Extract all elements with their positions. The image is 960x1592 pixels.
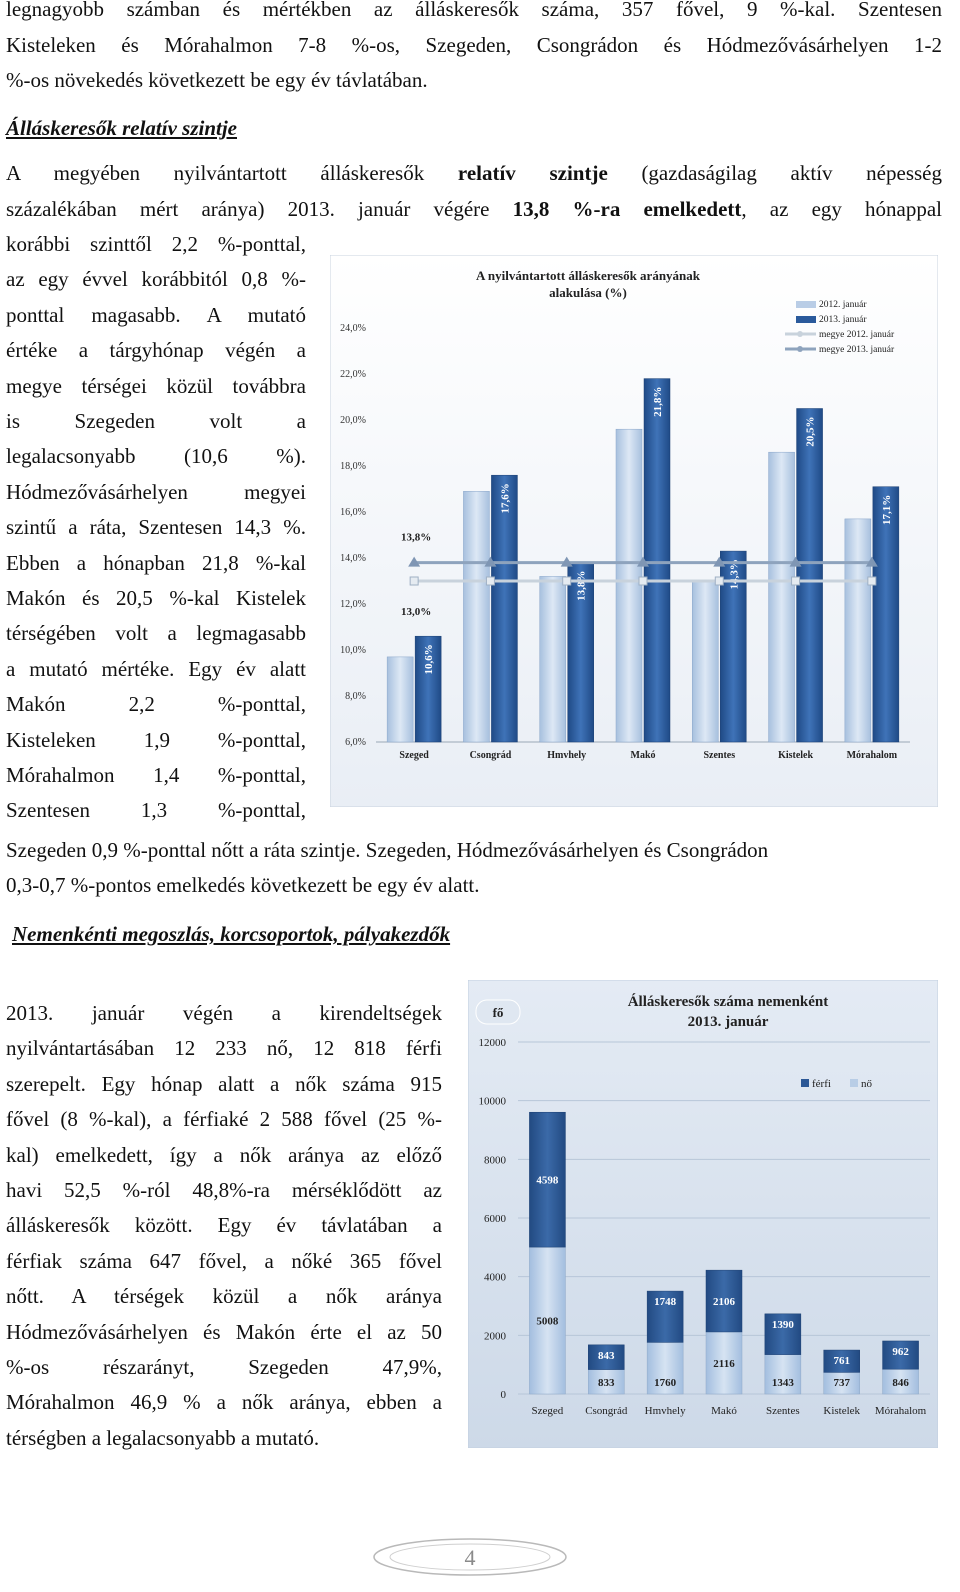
bar-value-label: 1390	[771, 1318, 794, 1331]
unit-label: fő	[492, 1005, 504, 1020]
bar-2012	[387, 657, 413, 742]
body-text-line: Hódmezővásárhelyen és Makón érte el az 50	[6, 1319, 442, 1344]
body-text-line: korábbi szinttől 2,2 %-ponttal,	[6, 232, 306, 256]
county-point-2012	[715, 577, 723, 585]
body-text-line: térségben a legalacsonyabb a mutató.	[6, 1425, 320, 1450]
county-label-2012: 13,0%	[401, 606, 432, 618]
county-point-2012	[868, 577, 876, 585]
body-text-line: is Szegeden volt a	[6, 409, 306, 433]
bar-value-label: 737	[833, 1377, 850, 1389]
x-tick-label: Mórahalom	[874, 1405, 927, 1417]
body-text-line: a mutató mértéke. Egy év alatt	[6, 656, 306, 681]
chart-title: 2013. január	[687, 1014, 769, 1030]
bar-value-label: 843	[598, 1349, 615, 1362]
bar-value-label: 1760	[654, 1377, 677, 1389]
x-tick-label: Kistelek	[778, 750, 814, 761]
y-tick-label: 4000	[484, 1271, 506, 1284]
x-tick-label: Mórahalom	[846, 750, 898, 761]
county-point-2012	[486, 577, 494, 585]
bar-value-label: 14,3%	[728, 559, 741, 590]
body-text-line: kal) emelkedett, így a nők aránya az előző	[6, 1142, 442, 1167]
body-text-line: legalacsonyabb (10,6 %).	[6, 444, 306, 469]
bar-value-label: 17,6%	[499, 483, 512, 514]
x-tick-label: Kistelek	[823, 1405, 861, 1417]
bar-2013	[644, 379, 670, 742]
y-tick-label: 10000	[478, 1095, 506, 1108]
y-tick-label: 6000	[484, 1213, 506, 1225]
body-text-line: Ebben a hónapban 21,8 %-kal	[6, 550, 306, 575]
y-tick-label: 22,0%	[340, 369, 366, 380]
bar-2012	[463, 491, 489, 742]
legend-swatch	[796, 316, 816, 323]
body-text-line: fővel (8 %-kal), a férfiaké 2 588 fővel (25 %-	[6, 1107, 442, 1132]
bar-2012	[845, 519, 871, 742]
body-text-line: százalékában mért aránya) 2013. január végére 13,8 %-ra emelkedett, az egy hónappal	[6, 197, 942, 221]
bar-value-label: 4598	[536, 1174, 559, 1187]
county-point-2012	[410, 577, 418, 585]
body-text-line: legnagyobb számban és mértékben az álláskeresők száma, 357 fővel, 9 %-kal. Szentesen	[6, 0, 942, 21]
bar-2012	[769, 452, 795, 742]
bar-value-label: 962	[892, 1345, 909, 1358]
bar-value-label: 2116	[713, 1357, 735, 1370]
chart-title: alakulása (%)	[549, 285, 627, 300]
body-text-line: A megyében nyilvántartott álláskeresők relatív szintje (gazdaságilag aktív népesség	[6, 161, 942, 185]
county-point-2012	[792, 577, 800, 585]
page-number-ornament	[370, 1535, 570, 1579]
y-tick-label: 16,0%	[340, 507, 366, 518]
body-text-line: Mórahalmon 1,4 %-ponttal,	[6, 763, 306, 787]
county-point-2012	[639, 577, 647, 585]
chart-title: A nyilvántartott álláskeresők arányának	[475, 268, 701, 283]
bar-value-label: 833	[598, 1377, 615, 1389]
body-text-line: 2013. január végén a kirendeltségek	[6, 1001, 442, 1025]
rate-chart	[330, 255, 938, 807]
county-point-2012	[563, 577, 571, 585]
page-number: 4	[464, 1545, 476, 1570]
y-tick-label: 14,0%	[340, 553, 366, 564]
body-text-line: álláskeresők között. Egy év távlatában a	[6, 1213, 442, 1238]
body-text-line: 0,3-0,7 %-pontos emelkedés következett be egy év alatt.	[6, 873, 480, 897]
body-text-line: ponttal magasabb. A mutató	[6, 302, 306, 327]
section-heading: Nemenkénti megoszlás, korcsoportok, pályakezdők	[12, 922, 451, 946]
x-tick-label: Csongrád	[469, 750, 512, 761]
x-tick-label: Szeged	[531, 1405, 564, 1417]
y-tick-label: 12000	[478, 1037, 506, 1049]
bar-value-label: 2106	[713, 1296, 735, 1309]
bar-value-label: 846	[892, 1377, 909, 1389]
bar-value-label: 10,6%	[423, 644, 436, 675]
gender-chart	[468, 980, 938, 1448]
legend-marker	[797, 331, 803, 337]
bar-value-label: 1343	[771, 1377, 794, 1389]
body-text-line: térségében volt a legmagasabb	[6, 621, 306, 646]
body-text-line: Szentesen 1,3 %-ponttal,	[6, 798, 306, 823]
x-tick-label: Makó	[711, 1405, 737, 1417]
legend-swatch	[850, 1079, 858, 1087]
y-tick-label: 10,0%	[340, 645, 366, 656]
body-text-line: %-os részarányt, Szegeden 47,9%,	[6, 1355, 442, 1379]
body-text-line: Kisteleken 1,9 %-ponttal,	[6, 727, 306, 752]
bar-value-label: 5008	[536, 1315, 559, 1328]
body-text-line: szintű a ráta, Szentesen 14,3 %.	[6, 515, 306, 540]
x-tick-label: Szentes	[766, 1405, 800, 1417]
body-text-line: férfiak száma 647 fővel, a nőké 365 fővel	[6, 1248, 442, 1273]
section-heading: Álláskeresők relatív szintje	[6, 116, 237, 140]
y-tick-label: 0	[500, 1389, 506, 1401]
legend-label: férfi	[812, 1078, 831, 1090]
bar-value-label: 1748	[654, 1296, 677, 1309]
legend-swatch	[801, 1079, 809, 1087]
body-text-line: Hódmezővásárhelyen megyei	[6, 479, 306, 504]
x-tick-label: Szeged	[399, 750, 429, 761]
legend-label: 2013. január	[819, 315, 867, 325]
bar-2012	[616, 429, 642, 742]
body-text-line: értéke a tárgyhónap végén a	[6, 338, 306, 363]
x-tick-label: Hmvhely	[547, 750, 587, 761]
rate-chart-svg	[330, 255, 938, 807]
bar-value-label: 20,5%	[804, 416, 817, 447]
legend-label: megye 2013. január	[819, 345, 895, 355]
legend-swatch	[796, 301, 816, 308]
body-text-line: szerepelt. Egy hónap alatt a nők száma 915	[6, 1071, 442, 1096]
body-text-line: megye térségei közül továbbra	[6, 373, 306, 398]
y-tick-label: 12,0%	[340, 599, 366, 610]
y-tick-label: 24,0%	[340, 323, 366, 334]
x-tick-label: Szentes	[703, 750, 736, 761]
body-text-line: nyilvántartásában 12 233 nő, 12 818 férfi	[6, 1036, 442, 1061]
legend-label: megye 2012. január	[819, 330, 895, 340]
gender-chart-svg	[468, 980, 938, 1448]
body-text-line: Kisteleken és Mórahalmon 7-8 %-os, Szegeden, Csongrádon és Hódmezővásárhelyen 1-2	[6, 33, 942, 57]
bar-value-label: 13,8%	[575, 570, 588, 601]
body-text-line: Mórahalmon 46,9 % a nők aránya, ebben a	[6, 1390, 442, 1415]
y-tick-label: 6,0%	[345, 737, 366, 748]
bar-value-label: 21,8%	[652, 386, 664, 417]
body-text-line: havi 52,5 %-ról 48,8%-ra mérséklődött az	[6, 1178, 442, 1202]
bar-2013	[491, 475, 517, 742]
body-text-line: Szegeden 0,9 %-ponttal nőtt a ráta szintje. Szegeden, Hódmezővásárhelyen és Csongrádon	[6, 838, 769, 862]
x-tick-label: Csongrád	[585, 1405, 628, 1417]
legend-marker	[797, 346, 803, 352]
bar-2012	[692, 581, 718, 742]
x-tick-label: Hmvhely	[644, 1405, 686, 1417]
county-label-2013: 13,8%	[401, 531, 432, 544]
body-text-line: nőtt. A térségek közül a nők aránya	[6, 1284, 442, 1309]
y-tick-label: 20,0%	[340, 415, 366, 426]
chart-title: Álláskeresők száma nemenként	[627, 994, 829, 1010]
legend-label: nő	[861, 1078, 872, 1090]
bar-value-label: 17,1%	[880, 494, 893, 525]
x-tick-label: Makó	[630, 750, 656, 761]
body-text-line: Makón 2,2 %-ponttal,	[6, 692, 306, 717]
body-text-line: %-os növekedés következett be egy év távlatában.	[6, 68, 428, 92]
bar-value-label: 761	[833, 1355, 850, 1368]
y-tick-label: 8,0%	[345, 691, 366, 702]
y-tick-label: 8000	[484, 1154, 506, 1167]
body-text-line: Makón és 20,5 %-kal Kistelek	[6, 586, 306, 610]
y-tick-label: 2000	[484, 1330, 506, 1343]
body-text-line: az egy évvel korábbitól 0,8 %-	[6, 267, 306, 292]
bar-2012	[540, 576, 566, 742]
bar-2013	[797, 409, 823, 743]
legend-label: 2012. január	[819, 300, 867, 310]
y-tick-label: 18,0%	[340, 461, 366, 472]
